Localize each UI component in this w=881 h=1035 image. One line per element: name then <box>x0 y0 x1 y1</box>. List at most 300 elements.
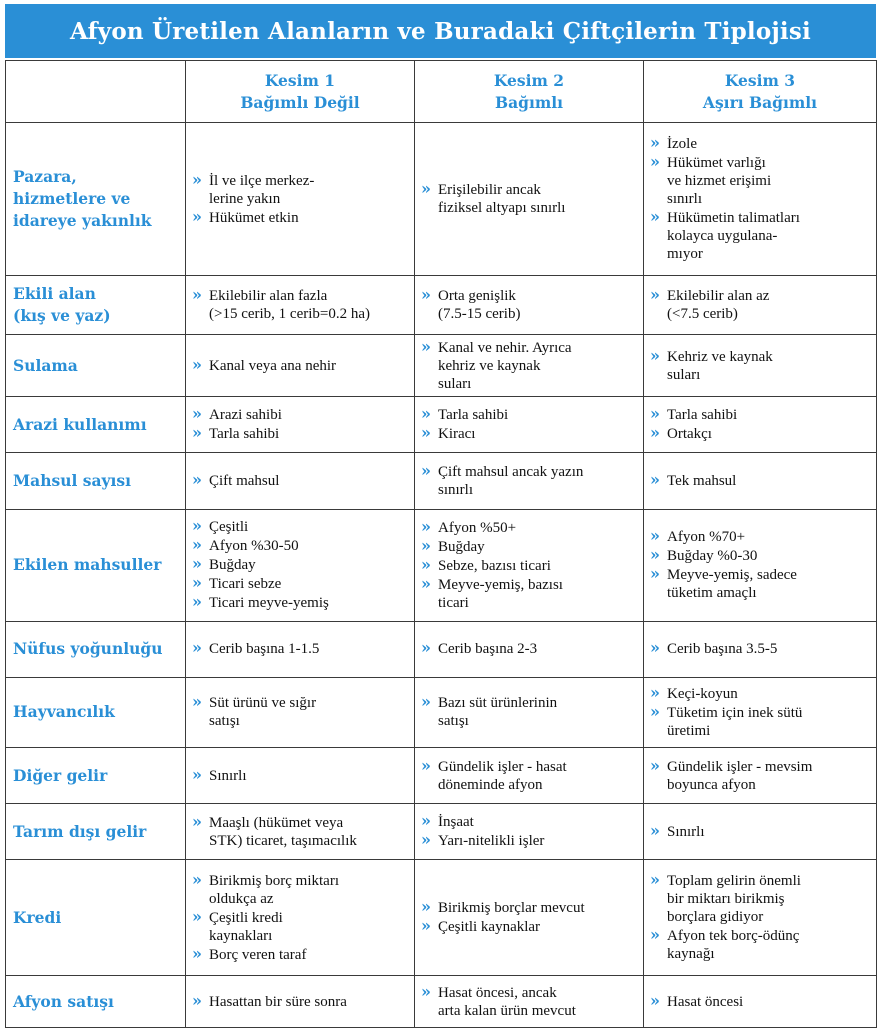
bullet-icon: » <box>192 990 202 1010</box>
item-text-line: tüketim amaçlı <box>667 585 757 602</box>
bullet-icon: » <box>421 811 431 831</box>
row-label-line: Pazara, <box>13 167 77 187</box>
cell-kesim-2 <box>415 976 644 1028</box>
item-list <box>650 990 872 1011</box>
bullet-icon: » <box>192 206 202 226</box>
item-text-line: boyunca afyon <box>667 776 756 793</box>
item-text <box>209 594 410 612</box>
column-header-line: Bağımlı Değil <box>240 92 360 112</box>
list-item <box>650 345 872 384</box>
bullet-icon: » <box>421 755 431 775</box>
cell-kesim-1 <box>186 621 415 677</box>
row-label-line: hizmetlere ve <box>13 189 131 209</box>
item-text <box>667 758 872 794</box>
bullet-icon: » <box>192 423 202 443</box>
item-text-line: Bazı süt ürünlerinin <box>438 695 558 712</box>
item-text-line: kolayca uygulana- <box>667 228 778 245</box>
bullet-icon: » <box>192 764 202 784</box>
item-text <box>209 537 410 555</box>
item-text-line: Tarla sahibi <box>438 407 509 424</box>
item-text <box>438 899 639 917</box>
item-text-line: satışı <box>209 713 240 730</box>
item-text-line: Hükümet etkin <box>209 209 299 226</box>
item-text <box>667 528 872 546</box>
item-list <box>650 345 872 384</box>
table-row <box>6 276 877 335</box>
item-text-line: Kanal veya ana nehir <box>209 357 337 374</box>
bullet-icon: » <box>650 545 660 565</box>
item-text-line: Kehriz ve kaynak <box>667 348 773 365</box>
item-text-line: Çift mahsul ancak yazın <box>438 464 584 481</box>
table-row <box>6 804 877 860</box>
bullet-icon: » <box>421 461 431 481</box>
item-text-line: mıyor <box>667 246 703 263</box>
bullet-icon: » <box>421 404 431 424</box>
item-text-line: Birikmiş borçlar mevcut <box>438 900 585 917</box>
bullet-icon: » <box>650 404 660 424</box>
bullet-icon: » <box>192 535 202 555</box>
item-text-line: Maaşlı (hükümet veya <box>209 814 344 831</box>
row-label-line: Ekilen mahsuller <box>13 555 162 575</box>
list-item <box>421 554 639 575</box>
cell-kesim-1 <box>186 976 415 1028</box>
row-label <box>6 860 186 976</box>
item-text-line: (<7.5 cerib) <box>667 306 738 323</box>
row-label-line: Diğer gelir <box>13 765 108 785</box>
cell-kesim-2 <box>415 621 644 677</box>
list-item <box>192 206 410 227</box>
column-header-kesim-2 <box>415 61 644 123</box>
item-list <box>421 694 639 730</box>
list-item <box>421 287 639 323</box>
item-text <box>209 946 410 964</box>
list-item <box>650 287 872 323</box>
item-text <box>209 287 410 323</box>
item-text-line: Gündelik işler - mevsim <box>667 758 813 775</box>
item-list <box>421 981 639 1020</box>
cell-kesim-1 <box>186 804 415 860</box>
cell-kesim-3 <box>644 335 877 397</box>
item-text <box>438 406 639 424</box>
column-header-kesim-3 <box>644 61 877 123</box>
list-item <box>192 406 410 424</box>
list-item <box>192 811 410 850</box>
item-text-line: Erişilebilir ancak <box>438 182 541 199</box>
item-text-line: Süt ürünü ve sığır <box>209 695 317 712</box>
item-text-line: Ticari sebze <box>209 576 282 593</box>
row-label-line: Ekili alan <box>13 284 96 304</box>
item-text <box>209 872 410 908</box>
item-list <box>421 516 639 612</box>
item-list <box>650 820 872 841</box>
cell-kesim-2 <box>415 860 644 976</box>
item-text-line: Çeşitli kaynaklar <box>438 919 541 936</box>
bullet-icon: » <box>650 755 660 775</box>
item-text <box>438 339 639 393</box>
item-text <box>438 425 639 443</box>
item-text <box>667 993 872 1011</box>
item-text <box>667 425 872 443</box>
row-label <box>6 621 186 677</box>
row-label <box>6 804 186 860</box>
item-text-line: Ekilebilir alan fazla <box>209 288 328 305</box>
list-item <box>192 556 410 574</box>
row-label-line: Mahsul sayısı <box>13 471 132 491</box>
bullet-icon: » <box>192 869 202 889</box>
bullet-icon: » <box>192 906 202 926</box>
bullet-icon: » <box>192 573 202 593</box>
row-label <box>6 397 186 453</box>
bullet-icon: » <box>192 354 202 374</box>
header-row <box>6 61 877 123</box>
list-item <box>192 640 410 658</box>
row-label <box>6 123 186 276</box>
column-header-line: Bağımlı <box>494 92 564 112</box>
item-list <box>192 640 410 658</box>
item-text <box>438 640 639 658</box>
table-row <box>6 335 877 397</box>
bullet-icon: » <box>650 682 660 702</box>
list-item <box>650 472 872 490</box>
bullet-icon: » <box>650 701 660 721</box>
item-list <box>650 640 872 658</box>
list-item <box>650 209 872 263</box>
row-label-line: Arazi kullanımı <box>13 414 147 434</box>
item-list <box>192 472 410 490</box>
row-label-line: Nüfus yoğunluğu <box>13 639 163 659</box>
list-item <box>650 154 872 208</box>
cell-kesim-1 <box>186 860 415 976</box>
item-text-line: Keçi-koyun <box>667 685 738 702</box>
item-text <box>438 984 639 1020</box>
cell-kesim-2 <box>415 677 644 747</box>
item-text-line: Yarı-nitelikli işler <box>438 833 545 850</box>
item-text-line: Hükümet varlığı <box>667 155 766 172</box>
item-text-line: kaynağı <box>667 946 715 963</box>
item-text <box>667 135 872 153</box>
item-text <box>209 767 410 785</box>
bullet-icon: » <box>192 554 202 574</box>
item-text <box>438 918 639 936</box>
bullet-icon: » <box>421 981 431 1001</box>
cell-kesim-3 <box>644 976 877 1028</box>
item-text-line: Buğday <box>209 557 256 574</box>
item-list <box>650 872 872 963</box>
item-text <box>209 575 410 593</box>
item-list <box>192 287 410 323</box>
row-label-line: Tarım dışı gelir <box>13 821 147 841</box>
item-text <box>438 576 639 612</box>
bullet-icon: » <box>421 554 431 574</box>
cell-kesim-3 <box>644 276 877 335</box>
item-text <box>209 357 410 375</box>
item-list <box>421 181 639 217</box>
item-text <box>438 694 639 730</box>
item-list <box>650 472 872 490</box>
list-item <box>421 406 639 424</box>
item-text-line: suları <box>438 375 472 392</box>
item-list <box>421 287 639 323</box>
bullet-icon: » <box>192 592 202 612</box>
table-row <box>6 453 877 510</box>
list-item <box>650 406 872 424</box>
table-row <box>6 860 877 976</box>
item-text <box>209 425 410 443</box>
list-item <box>192 518 410 536</box>
item-text-line: Cerib başına 1-1.5 <box>209 641 320 658</box>
item-text-line: Afyon tek borç-ödünç <box>667 928 800 945</box>
item-text-line: Hasattan bir süre sonra <box>209 993 347 1010</box>
item-text <box>209 694 410 730</box>
item-list <box>192 406 410 443</box>
item-text-line: lerine yakın <box>209 190 281 207</box>
table-row <box>6 976 877 1028</box>
table-row <box>6 397 877 453</box>
row-label <box>6 677 186 747</box>
cell-kesim-3 <box>644 397 877 453</box>
list-item <box>650 682 872 703</box>
item-text-line: Ekilebilir alan az <box>667 288 770 305</box>
list-item <box>650 566 872 602</box>
item-text <box>667 872 872 926</box>
cell-kesim-2 <box>415 453 644 510</box>
list-item <box>421 813 639 831</box>
list-item <box>192 169 410 208</box>
column-header-line: Kesim 3 <box>724 70 796 90</box>
cell-kesim-1 <box>186 677 415 747</box>
cell-kesim-2 <box>415 397 644 453</box>
table-row <box>6 677 877 747</box>
item-text-line: üretimi <box>667 722 711 739</box>
item-list <box>421 406 639 443</box>
cell-kesim-2 <box>415 747 644 804</box>
list-item <box>421 573 639 612</box>
item-text-line: Afyon %50+ <box>438 519 517 536</box>
row-label <box>6 747 186 804</box>
item-text-line: Toplam gelirin önemli <box>667 873 801 890</box>
item-list <box>192 354 410 375</box>
bullet-icon: » <box>421 516 431 536</box>
item-text-line: sınırlı <box>667 191 703 208</box>
list-item <box>650 990 872 1011</box>
item-text-line: arta kalan ürün mevcut <box>438 1002 576 1019</box>
item-text <box>209 993 410 1011</box>
table-row <box>6 123 877 276</box>
corner-cell <box>6 61 186 123</box>
item-text-line: satışı <box>438 713 469 730</box>
row-label <box>6 976 186 1028</box>
item-text-line: döneminde afyon <box>438 776 543 793</box>
item-text-line: Hasat öncesi <box>667 993 744 1010</box>
list-item <box>192 354 410 375</box>
item-text <box>209 814 410 850</box>
list-item <box>192 287 410 323</box>
item-text <box>667 547 872 565</box>
list-item <box>421 832 639 850</box>
row-label-line: Sulama <box>13 355 78 375</box>
bullet-icon: » <box>192 638 202 658</box>
typology-table <box>5 60 877 1028</box>
list-item <box>421 640 639 658</box>
item-text <box>667 640 872 658</box>
list-item <box>650 640 872 658</box>
item-list <box>192 811 410 850</box>
item-text-line: Ortakçı <box>667 426 712 443</box>
bullet-icon: » <box>650 638 660 658</box>
bullet-icon: » <box>421 830 431 850</box>
list-item <box>192 594 410 612</box>
item-text-line: Hasat öncesi, ancak <box>438 984 557 1001</box>
list-item <box>192 575 410 593</box>
bullet-icon: » <box>650 470 660 490</box>
bullet-icon: » <box>192 516 202 536</box>
list-item <box>192 869 410 908</box>
cell-kesim-1 <box>186 276 415 335</box>
cell-kesim-3 <box>644 747 877 804</box>
list-item <box>421 918 639 936</box>
item-text-line: ticari <box>438 594 469 611</box>
item-list <box>650 755 872 794</box>
item-text-line: Sınırlı <box>667 823 705 840</box>
cell-kesim-2 <box>415 335 644 397</box>
cell-kesim-3 <box>644 509 877 621</box>
item-text <box>667 927 872 963</box>
list-item <box>650 701 872 740</box>
item-text <box>667 566 872 602</box>
item-list <box>421 463 639 499</box>
cell-kesim-2 <box>415 276 644 335</box>
item-text <box>667 209 872 263</box>
bullet-icon: » <box>650 526 660 546</box>
list-item <box>421 899 639 917</box>
cell-kesim-1 <box>186 397 415 453</box>
bullet-icon: » <box>650 345 660 365</box>
bullet-icon: » <box>650 564 660 584</box>
item-text-line: Sınırlı <box>209 767 247 784</box>
item-text <box>209 406 410 424</box>
row-label-line: Kredi <box>13 907 62 927</box>
item-list <box>421 336 639 393</box>
cell-kesim-1 <box>186 453 415 510</box>
bullet-icon: » <box>421 638 431 658</box>
item-text <box>667 348 872 384</box>
table-body <box>6 123 877 1028</box>
list-item <box>650 425 872 443</box>
item-list <box>650 682 872 740</box>
list-item <box>192 906 410 945</box>
item-list <box>650 406 872 443</box>
bullet-icon: » <box>650 990 660 1010</box>
item-text-line: Orta genişlik <box>438 288 516 305</box>
row-label <box>6 276 186 335</box>
item-text <box>209 209 410 227</box>
item-text-line: Afyon %70+ <box>667 529 746 546</box>
row-label-line: Afyon satışı <box>13 991 114 1011</box>
column-header-kesim-1 <box>186 61 415 123</box>
title-bar <box>5 4 876 58</box>
item-text <box>438 463 639 499</box>
list-item <box>650 927 872 963</box>
item-text-line: Cerib başına 3.5-5 <box>667 641 778 658</box>
bullet-icon: » <box>421 916 431 936</box>
item-text-line: (7.5-15 cerib) <box>438 306 521 323</box>
bullet-icon: » <box>421 573 431 593</box>
row-label-line: Hayvancılık <box>13 702 115 722</box>
bullet-icon: » <box>650 423 660 443</box>
item-text <box>438 557 639 575</box>
cell-kesim-1 <box>186 747 415 804</box>
bullet-icon: » <box>650 820 660 840</box>
table-row <box>6 509 877 621</box>
bullet-icon: » <box>421 336 431 356</box>
item-list <box>192 694 410 730</box>
item-text <box>438 519 639 537</box>
item-text-line: sınırlı <box>438 482 474 499</box>
item-text-line: Birikmiş borç miktarı <box>209 872 339 889</box>
bullet-icon: » <box>650 285 660 305</box>
list-item <box>192 943 410 964</box>
item-text <box>209 909 410 945</box>
row-label <box>6 335 186 397</box>
item-text <box>209 518 410 536</box>
bullet-icon: » <box>192 692 202 712</box>
item-text <box>209 640 410 658</box>
list-item <box>650 820 872 841</box>
item-text-line: Meyve-yemiş, sadece <box>667 567 797 584</box>
row-label <box>6 509 186 621</box>
list-item <box>650 135 872 153</box>
cell-kesim-3 <box>644 860 877 976</box>
item-text-line: bir miktarı birikmiş <box>667 891 785 908</box>
item-text-line: ve hizmet erişimi <box>667 173 772 190</box>
bullet-icon: » <box>192 169 202 189</box>
list-item <box>421 755 639 794</box>
item-list <box>421 640 639 658</box>
row-label-line: (kış ve yaz) <box>13 306 111 326</box>
page-title: Afyon Üretilen Alanların ve Buradaki Çiftçilerin Tiplojisi <box>70 17 811 45</box>
list-item <box>650 872 872 926</box>
bullet-icon: » <box>421 535 431 555</box>
item-text <box>438 758 639 794</box>
item-text <box>667 685 872 703</box>
column-header-line: Aşırı Bağımlı <box>702 92 818 112</box>
cell-kesim-2 <box>415 509 644 621</box>
item-text-line: Kanal ve nehir. Ayrıca <box>438 339 572 356</box>
list-item <box>421 181 639 217</box>
list-item <box>192 764 410 785</box>
bullet-icon: » <box>192 943 202 963</box>
cell-kesim-2 <box>415 123 644 276</box>
item-text-line: kaynakları <box>209 927 273 944</box>
item-text-line: oldukça az <box>209 890 274 907</box>
item-text-line: (>15 cerib, 1 cerib=0.2 ha) <box>209 306 371 323</box>
item-list <box>650 528 872 602</box>
item-list <box>650 135 872 263</box>
item-text-line: İnşaat <box>438 814 474 831</box>
item-text-line: Afyon %30-50 <box>209 538 299 555</box>
item-text-line: Çeşitli kredi <box>209 909 283 926</box>
item-list <box>192 169 410 227</box>
item-text-line: Hükümetin talimatları <box>667 210 800 227</box>
item-list <box>192 518 410 612</box>
item-text-line: STK) ticaret, taşımacılık <box>209 832 357 849</box>
item-text-line: Tüketim için inek sütü <box>667 704 803 721</box>
item-list <box>192 764 410 785</box>
table-row <box>6 747 877 804</box>
item-text <box>667 823 872 841</box>
item-text-line: Buğday %0-30 <box>667 548 758 565</box>
item-text-line: Ticari meyve-yemiş <box>209 595 329 612</box>
